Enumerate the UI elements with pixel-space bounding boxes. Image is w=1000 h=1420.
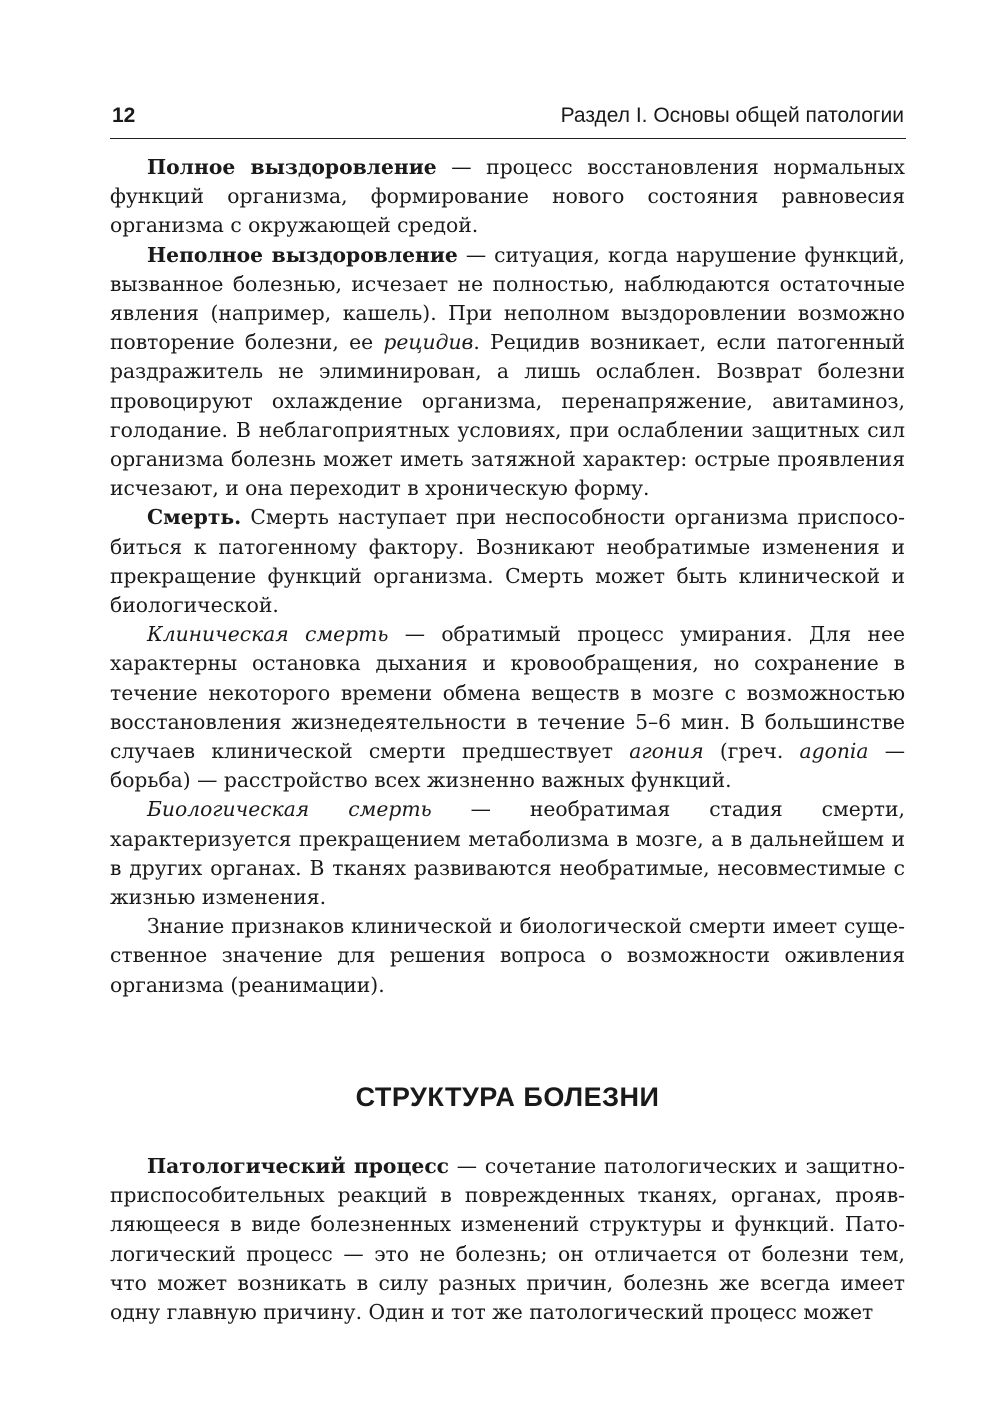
- running-header: [112, 104, 904, 128]
- term-incomplete-recovery: Неполное выздоровление: [147, 242, 458, 267]
- section-heading: СТРУКТУРА БОЛЕЗНИ: [355, 1082, 660, 1112]
- section-body-text: [110, 1152, 905, 1327]
- paragraph-text: — необратимая стадия смерти, характеризуется прекращением метаболизма в мозге, а в дальнейшем и в других органах. В тканях развиваются необратимые, несовместимые с жизнью изменения.: [110, 797, 905, 910]
- paragraph-text: — борьба) — расстройство всех жизненно важных функций.: [110, 739, 905, 793]
- body-text: [110, 153, 905, 1000]
- term-death: Смерть.: [147, 505, 242, 530]
- italic-agony: агония: [629, 739, 704, 764]
- paragraph-signs-knowledge: [110, 912, 905, 1000]
- italic-relapse: рецидив: [383, 330, 474, 355]
- paragraph-text: Смерть наступает при неспособности организма приспособиться к патогенному фактору. Возникают необратимые изменения и прекращение функций организма. Смерть может быть клинической и биологической.: [110, 505, 905, 618]
- paragraph-biological-death: [110, 795, 905, 912]
- term-pathological-process: Патологический процесс: [147, 1154, 450, 1178]
- paragraph-text: (греч.: [703, 739, 800, 764]
- paragraph-text: Знание признаков клинической и биологической смерти имеет существенное значение для решения вопроса о возможности оживления организма (реанимации).: [110, 914, 905, 997]
- paragraph-text: . Рецидив возникает, если патогенный раздражитель не элиминирован, а лишь ослаблен. Возврат болезни провоцируют охлаждение организма, перенапряжение, авитаминоз, голодание. В неблагоприятных условиях, при ослаблении защитных сил организма болезнь может иметь затяжной характер: острые проявления исчезают, и она переходит в хроническую форму.: [110, 330, 905, 501]
- paragraph-full-recovery: [110, 153, 905, 241]
- paragraph-text: — процесс восстановления нормальных функций организма, формирование нового состояния равновесия организма с окружающей средой.: [110, 155, 905, 238]
- term-biological-death: Биологическая смерть: [147, 797, 432, 822]
- section-title: Раздел I. Основы общей патологии: [560, 104, 904, 127]
- page-number: 12: [112, 104, 136, 127]
- paragraph-pathological-process: [110, 1152, 905, 1327]
- italic-agonia: agonia: [799, 739, 869, 764]
- paragraph-clinical-death: [110, 620, 905, 795]
- paragraph-incomplete-recovery: [110, 241, 905, 504]
- paragraph-text: — сочетание патологических и защитно-приспособительных реакций в поврежденных тканях, органах, проявляющееся в виде болезненных изменений структуры и функций. Патологический процесс — это не болезнь; он отличается от болезни тем, что может возникать в силу разных причин, болезнь же всегда имеет одну главную причину. Один и тот же патологический процесс может: [110, 1154, 905, 1325]
- term-clinical-death: Клиническая смерть: [147, 622, 389, 647]
- paragraph-text: — обратимый процесс умирания. Для нее характерны остановка дыхания и кровообращения, но сохранение в течение некоторого времени обмена веществ в мозге с возможностью восстановления жизнедеятельности в течение 5–6 мин. В большинстве случаев клинической смерти предшествует: [110, 622, 905, 764]
- header-divider: [110, 138, 906, 139]
- term-full-recovery: Полное выздоровление: [147, 155, 437, 179]
- paragraph-text: — ситуация, когда нарушение функций, вызванное болезнью, исчезает не полностью, наблюдаются остаточные явления (например, кашель). При неполном выздоровлении возможно повторение болезни, ее: [110, 242, 905, 355]
- paragraph-death: [110, 503, 905, 620]
